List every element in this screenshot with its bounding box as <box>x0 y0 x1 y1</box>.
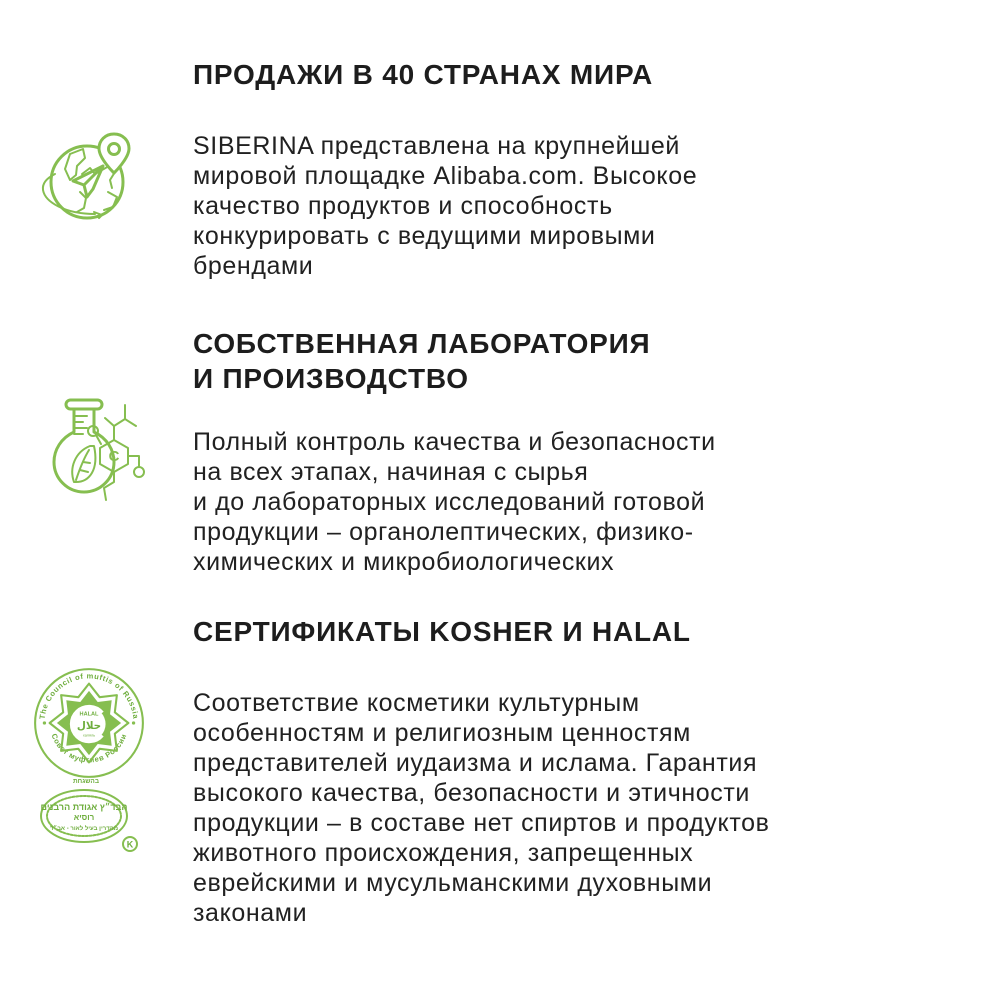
text-line: И ПРОИЗВОДСТВО <box>193 363 469 394</box>
text-line: SIBERINA представлена на крупнейшей <box>193 132 680 160</box>
halal-small-label: халяль <box>82 733 96 738</box>
text-line: законами <box>193 899 308 927</box>
section-body-certificates <box>193 688 770 928</box>
text-line: высокого качества, безопасности и этичности <box>193 779 750 807</box>
text-line: конкурировать с ведущими мировыми <box>193 222 656 250</box>
section-body-laboratory <box>193 427 716 577</box>
text-line: СЕРТИФИКАТЫ KOSHER И HALAL <box>193 616 691 647</box>
kosher-certificate-stamp-icon <box>34 774 138 854</box>
halal-certificate-stamp-icon <box>32 666 146 780</box>
halal-ring-text-top: The Council of muftis of Russia <box>37 671 141 720</box>
molecule-carbon-label: C <box>108 448 120 465</box>
section-heading-sales <box>193 57 653 92</box>
text-line: особенностям и религиозным ценностям <box>193 719 691 747</box>
text-line: качество продуктов и способность <box>193 192 613 220</box>
text-line: Полный контроль качества и безопасности <box>193 428 716 456</box>
text-line: еврейскими и мусульманскими духовными <box>193 869 713 897</box>
halal-latin-label: HALAL <box>79 711 99 718</box>
section-heading-certificates <box>193 614 691 649</box>
text-line: продукции – в составе нет спиртов и продуктов <box>193 809 770 837</box>
kosher-top-label: בהשגחת <box>73 778 99 785</box>
text-line: ПРОДАЖИ В 40 СТРАНАХ МИРА <box>193 59 653 90</box>
text-line: Соответствие косметики культурным <box>193 689 640 717</box>
section-body-sales <box>193 131 697 281</box>
text-line: брендами <box>193 252 314 280</box>
text-line: химических и микробиологических <box>193 548 615 576</box>
kosher-line-3: מהדרין בעיל לאור - אב״ד <box>49 826 119 832</box>
halal-arabic-label: حلال <box>76 721 102 733</box>
text-line: продукции – органолептических, физико- <box>193 518 694 546</box>
kosher-k-symbol: K <box>126 839 134 850</box>
kosher-line-2: רוסיא <box>73 813 95 822</box>
flask-leaf-molecule-icon <box>26 390 156 522</box>
text-line: мировой площадке Alibaba.com. Высокое <box>193 162 698 190</box>
text-line: и до лабораторных исследований готовой <box>193 488 706 516</box>
text-line: СОБСТВЕННАЯ ЛАБОРАТОРИЯ <box>193 328 651 359</box>
globe-plane-pin-icon <box>36 126 138 234</box>
text-line: на всех этапах, начиная с сырья <box>193 458 589 486</box>
section-heading-laboratory <box>193 326 650 396</box>
kosher-line-1: הבד״ץ אגודת הרבנים <box>40 802 128 812</box>
text-line: представителей иудаизма и ислама. Гарантия <box>193 749 758 777</box>
halal-ring-text-bottom: Совет муфтиев России <box>49 732 129 765</box>
text-line: животного происхождения, запрещенных <box>193 839 694 867</box>
